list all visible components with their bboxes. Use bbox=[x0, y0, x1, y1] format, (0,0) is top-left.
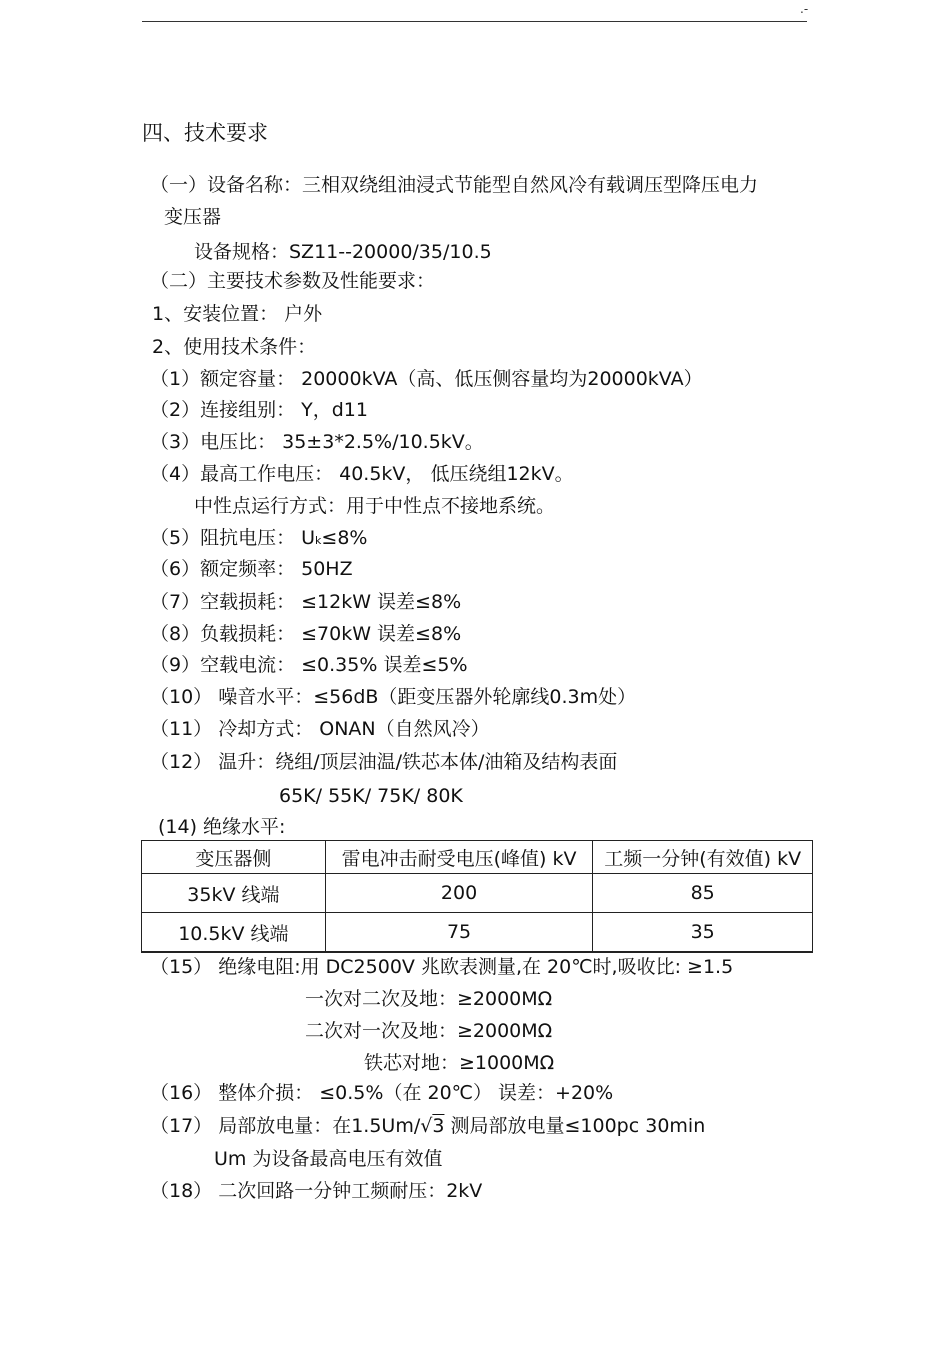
device-name-line1: （一）设备名称：三相双绕组油浸式节能型自然风冷有载调压型降压电力 bbox=[150, 174, 759, 196]
param-insulation-level: (14) 绝缘水平: bbox=[158, 816, 286, 838]
device-name-line2: 变压器 bbox=[164, 206, 222, 228]
table-cell: 35kV 线端 bbox=[142, 874, 326, 913]
table-row bbox=[142, 913, 813, 953]
table-header-row bbox=[142, 841, 813, 874]
insulation-resistance: （15） 绝缘电阻:用 DC2500V 兆欧表测量,在 20℃时,吸收比: ≥1.5 bbox=[150, 956, 734, 978]
param-temp-rise-values: 65K/ 55K/ 75K/ 80K bbox=[279, 785, 463, 807]
table-cell: 200 bbox=[325, 874, 593, 913]
param-connection-group: （2）连接组别： Y，d11 bbox=[150, 399, 368, 421]
table-row bbox=[142, 874, 813, 913]
param-noise: （10） 噪音水平：≤56dB（距变压器外轮廓线0.3m处） bbox=[150, 686, 637, 708]
table-cell: 35 bbox=[593, 913, 813, 953]
partial-discharge-suffix: 测局部放电量≤100pc 30min bbox=[444, 1115, 706, 1137]
conditions-heading: 2、使用技术条件： bbox=[152, 336, 317, 358]
dielectric-loss: （16） 整体介损： ≤0.5%（在 20℃） 误差：+20% bbox=[150, 1082, 614, 1104]
device-spec: 设备规格：SZ11--20000/35/10.5 bbox=[194, 241, 492, 263]
param-rated-capacity: （1）额定容量： 20000kVA（高、低压侧容量均为20000kVA） bbox=[150, 368, 703, 390]
partial-discharge-radicand: 3 bbox=[432, 1115, 445, 1137]
param-temp-rise: （12） 温升：绕组/顶层油温/铁芯本体/油箱及结构表面 bbox=[150, 751, 618, 773]
secondary-withstand: （18） 二次回路一分钟工频耐压：2kV bbox=[150, 1180, 483, 1202]
install-location: 1、安装位置： 户外 bbox=[152, 303, 323, 325]
table-cell: 10.5kV 线端 bbox=[142, 913, 326, 953]
param-impedance bbox=[150, 525, 367, 554]
table-cell: 85 bbox=[593, 874, 813, 913]
insulation-secondary: 二次对一次及地：≥2000MΩ bbox=[305, 1020, 553, 1042]
header-rule bbox=[142, 21, 807, 22]
insulation-table bbox=[141, 840, 813, 953]
table-header: 变压器侧 bbox=[142, 841, 326, 874]
param-frequency: （6）额定频率： 50HZ bbox=[150, 558, 353, 580]
partial-discharge bbox=[150, 1113, 705, 1139]
header-mark: .- bbox=[800, 2, 809, 16]
table-header: 雷电冲击耐受电压(峰值) kV bbox=[325, 841, 593, 874]
insulation-primary: 一次对二次及地：≥2000MΩ bbox=[305, 988, 553, 1010]
table-cell: 75 bbox=[325, 913, 593, 953]
item2-heading: （二）主要技术参数及性能要求： bbox=[150, 270, 436, 292]
param-load-loss: （8）负载损耗： ≤70kW 误差≤8% bbox=[150, 623, 462, 645]
param-neutral-mode: 中性点运行方式：用于中性点不接地系统。 bbox=[194, 495, 556, 517]
param-cooling: （11） 冷却方式： ONAN（自然风冷） bbox=[150, 718, 490, 740]
param-max-voltage: （4）最高工作电压： 40.5kV， 低压绕组12kV。 bbox=[150, 463, 574, 485]
partial-discharge-note: Um 为设备最高电压有效值 bbox=[214, 1148, 443, 1170]
section-title: 四、技术要求 bbox=[142, 121, 268, 145]
param-impedance-sub: k bbox=[315, 534, 322, 547]
table-header: 工频一分钟(有效值) kV bbox=[593, 841, 813, 874]
param-no-load-current: （9）空载电流： ≤0.35% 误差≤5% bbox=[150, 654, 468, 676]
insulation-core: 铁芯对地：≥1000MΩ bbox=[364, 1052, 555, 1074]
param-no-load-loss: （7）空载损耗： ≤12kW 误差≤8% bbox=[150, 591, 462, 613]
partial-discharge-prefix: （17） 局部放电量：在1.5Um/√ bbox=[150, 1115, 433, 1137]
param-impedance-prefix: （5）阻抗电压： U bbox=[150, 527, 316, 549]
param-voltage-ratio: （3）电压比： 35±3*2.5%/10.5kV。 bbox=[150, 431, 484, 453]
param-impedance-suffix: ≤8% bbox=[321, 527, 368, 549]
